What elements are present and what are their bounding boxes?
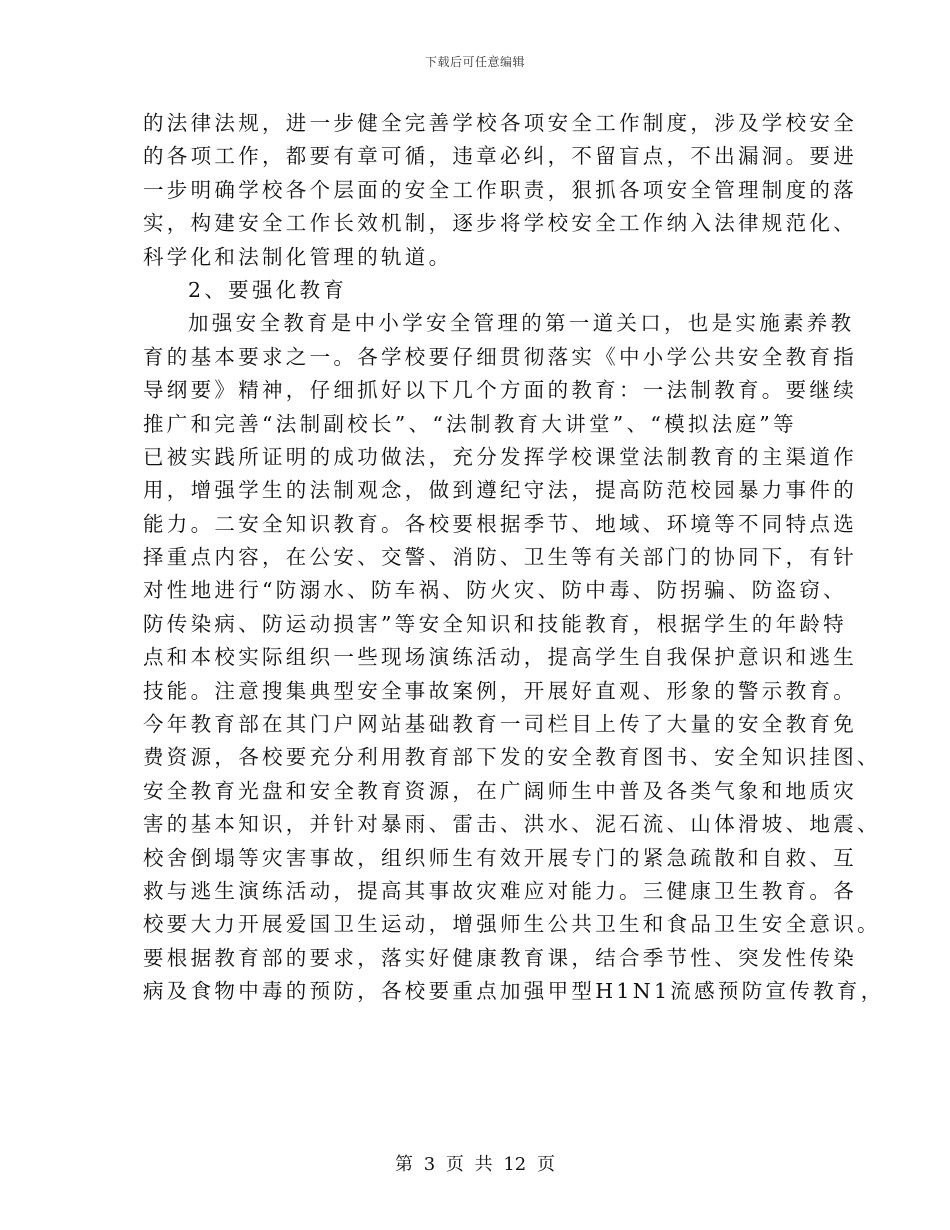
text-line: 今年教育部在其门户网站基础教育一司栏目上传了大量的安全教育免 (143, 712, 857, 737)
paragraph-start: 加强安全教育是中小学安全管理的第一道关口，也是实施素养教 (188, 311, 855, 336)
text-line: 用，增强学生的法制观念，做到遵纪守法，提高防范校园暴力事件的 (143, 478, 857, 503)
text-line: 对性地进行“防溺水、防车祸、防火灾、防中毒、防拐骗、防盗窃、 (143, 578, 847, 603)
text-line: 校要大力开展爱国卫生运动，增强师生公共卫生和食品卫生安全意识。 (143, 912, 881, 937)
text-line: 已被实践所证明的成功做法，充分发挥学校课堂法制教育的主渠道作 (143, 444, 857, 469)
text-line: 点和本校实际组织一些现场演练活动，提高学生自我保护意识和逃生 (143, 645, 857, 670)
text-line: 病及食物中毒的预防，各校要重点加强甲型H1N1流感预防宣传教育， (143, 979, 885, 1004)
text-line: 费资源，各校要充分利用教育部下发的安全教育图书、安全知识挂图、 (143, 745, 881, 770)
text-line: 校舍倒塌等灾害事故，组织师生有效开展专门的紧急疏散和自救、互 (143, 845, 857, 870)
text-line: 安全教育光盘和安全教育资源，在广阔师生中普及各类气象和地质灾 (143, 778, 857, 803)
text-line: 能力。二安全知识教育。各校要根据季节、地域、环境等不同特点选 (143, 511, 857, 536)
page-number: 第 3 页 共 12 页 (395, 1154, 555, 1175)
text-line: 的法律法规，进一步健全完善学校各项安全工作制度，涉及学校安全 (143, 111, 857, 135)
header-note: 下载后可任意编辑 (424, 55, 525, 69)
text-line: 一步明确学校各个层面的安全工作职责，狠抓各项安全管理制度的落 (143, 177, 857, 202)
text-line: 防传染病、防运动损害”等安全知识和技能教育，根据学生的年龄特 (143, 611, 847, 636)
text-line: 科学化和法制化管理的轨道。 (143, 244, 453, 269)
text-line: 救与逃生演练活动，提高其事故灾难应对能力。三健康卫生教育。各 (143, 878, 857, 903)
section-heading: 2、要强化教育 (188, 277, 348, 302)
text-line: 要根据教育部的要求，落实好健康教育课，结合季节性、突发性传染 (143, 945, 857, 970)
text-line: 的各项工作，都要有章可循，违章必纠，不留盲点，不出漏洞。要进 (143, 144, 857, 169)
text-line: 技能。注意搜集典型安全事故案例，开展好直观、形象的警示教育。 (143, 678, 857, 703)
text-line: 育的基本要求之一。各学校要仔细贯彻落实《中小学公共安全教育指 (143, 344, 857, 369)
text-line: 择重点内容，在公安、交警、消防、卫生等有关部门的协同下，有针 (143, 545, 857, 570)
text-line: 实，构建安全工作长效机制，逐步将学校安全工作纳入法律规范化、 (143, 211, 857, 236)
document-body (143, 107, 885, 1009)
text-line: 导纲要》精神，仔细抓好以下几个方面的教育：一法制教育。要继续 (143, 378, 857, 403)
text-line: 害的基本知识，并针对暴雨、雷击、洪水、泥石流、山体滑坡、地震、 (143, 812, 881, 837)
text-line: 推广和完善“法制副校长”、“法制教育大讲堂”、“模拟法庭”等 (143, 411, 797, 436)
